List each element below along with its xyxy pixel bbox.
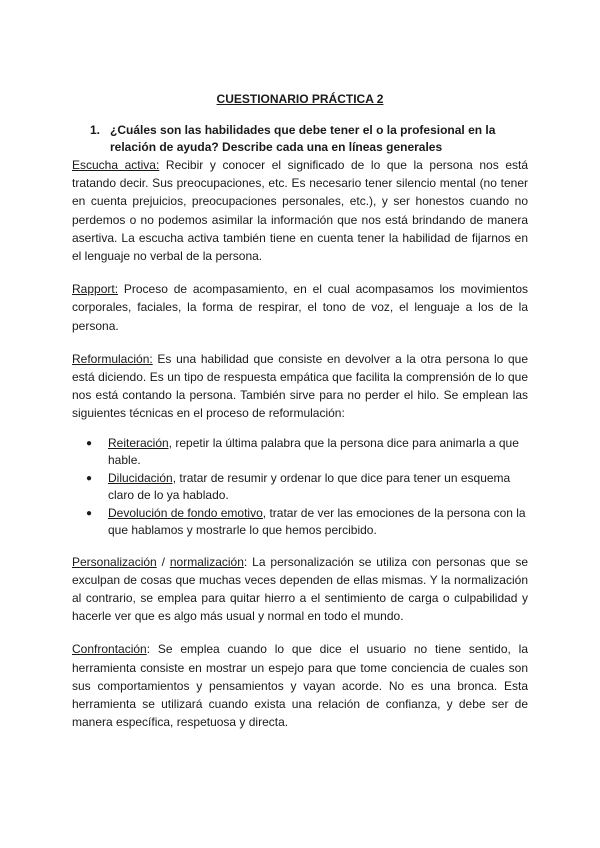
question-number: 1. (90, 123, 101, 137)
bullet-icon: ● (86, 472, 93, 484)
paragraph-personalizacion (72, 553, 528, 626)
paragraph-confrontacion (72, 640, 528, 731)
reformulation-techniques-list (72, 435, 528, 539)
term-reiteracion: Reiteración, (108, 435, 173, 450)
bullet-icon: ● (86, 437, 93, 449)
term-normalizacion: normalización (169, 554, 244, 569)
text-rapport: Proceso de acompasamiento, en el cual acompasamos los movimientos corporales, faciales, la forma de respirar, el tono de voz, el lenguaje a los de la persona. (72, 282, 528, 333)
text-reformulacion: Es una habilidad que consiste en devolver a la otra persona lo que está diciendo. Es un tipo de respuesta empática que facilita la comprensión de lo que nos está contando la persona. También sirve para no perder el hilo. Se emplean las siguientes técnicas en el proceso de reformulación: (72, 351, 528, 421)
text-devolucion: tratar de ver las emociones de la persona con la que hablamos y mostrarle lo que hemos percibido. (108, 505, 526, 537)
paragraph-reformulacion (72, 350, 528, 423)
paragraph-escucha-activa (72, 156, 528, 265)
text-personalizacion: : La personalización se utiliza con personas que se exculpan de cosas que muchas veces dependen de ellas mismas. Y la normalización al contrario, se emplea para quitar hierro a el sentimiento de carga o culpabilidad y hacerle ver que es algo más usual y normal en todo el mundo. (72, 554, 528, 624)
question-text: ¿Cuáles son las habilidades que debe tener el o la profesional en la relación de ayuda? Describe cada una en líneas generales (110, 123, 496, 154)
paragraph-rapport (72, 280, 528, 335)
term-confrontacion: Confrontación (72, 642, 147, 657)
text-dilucidacion: tratar de resumir y ordenar lo que dice para tener un esquema claro de lo ya hablado. (108, 470, 511, 502)
term-devolucion: Devolución de fondo emotivo, (108, 505, 267, 520)
term-rapport: Rapport: (72, 282, 119, 297)
term-personalizacion: Personalización (72, 554, 157, 569)
text-escucha-activa: Recibir y conocer el significado de lo que la persona nos está tratando decir. Sus preocupaciones, etc. Es necesario tener silencio mental (no tener en cuenta prejuicios, preocupaciones personales, etc.), y ser honestos cuando no perdemos o no podemos asimilar la información que nos está brindando de manera asertiva. La escucha activa también tiene en cuenta tener la habilidad de fijarnos en el lenguaje no verbal de la persona. (72, 158, 528, 264)
list-item (72, 470, 528, 504)
term-reformulacion: Reformulación: (72, 351, 153, 366)
text-confrontacion: : Se emplea cuando lo que dice el usuario no tiene sentido, la herramienta consiste en mostrar un espejo para que tome conciencia de cuales son sus comportamientos y pensamientos y vayan acorde. No es una bronca. Esta herramienta se utilizará cuando exista una relación de confianza, y debe ser de manera específica, respetuosa y directa. (72, 642, 528, 730)
document-title: CUESTIONARIO PRÁCTICA 2 (216, 92, 384, 106)
list-item (72, 435, 528, 469)
bullet-icon: ● (86, 507, 93, 519)
term-separator: / (156, 554, 170, 569)
term-escucha-activa: Escucha activa: (72, 158, 160, 172)
term-dilucidacion: Dilucidación, (108, 470, 177, 485)
list-item (72, 505, 528, 539)
question-1 (72, 122, 528, 156)
text-reiteracion: repetir la última palabra que la persona dice para animarla a que hable. (108, 435, 519, 467)
